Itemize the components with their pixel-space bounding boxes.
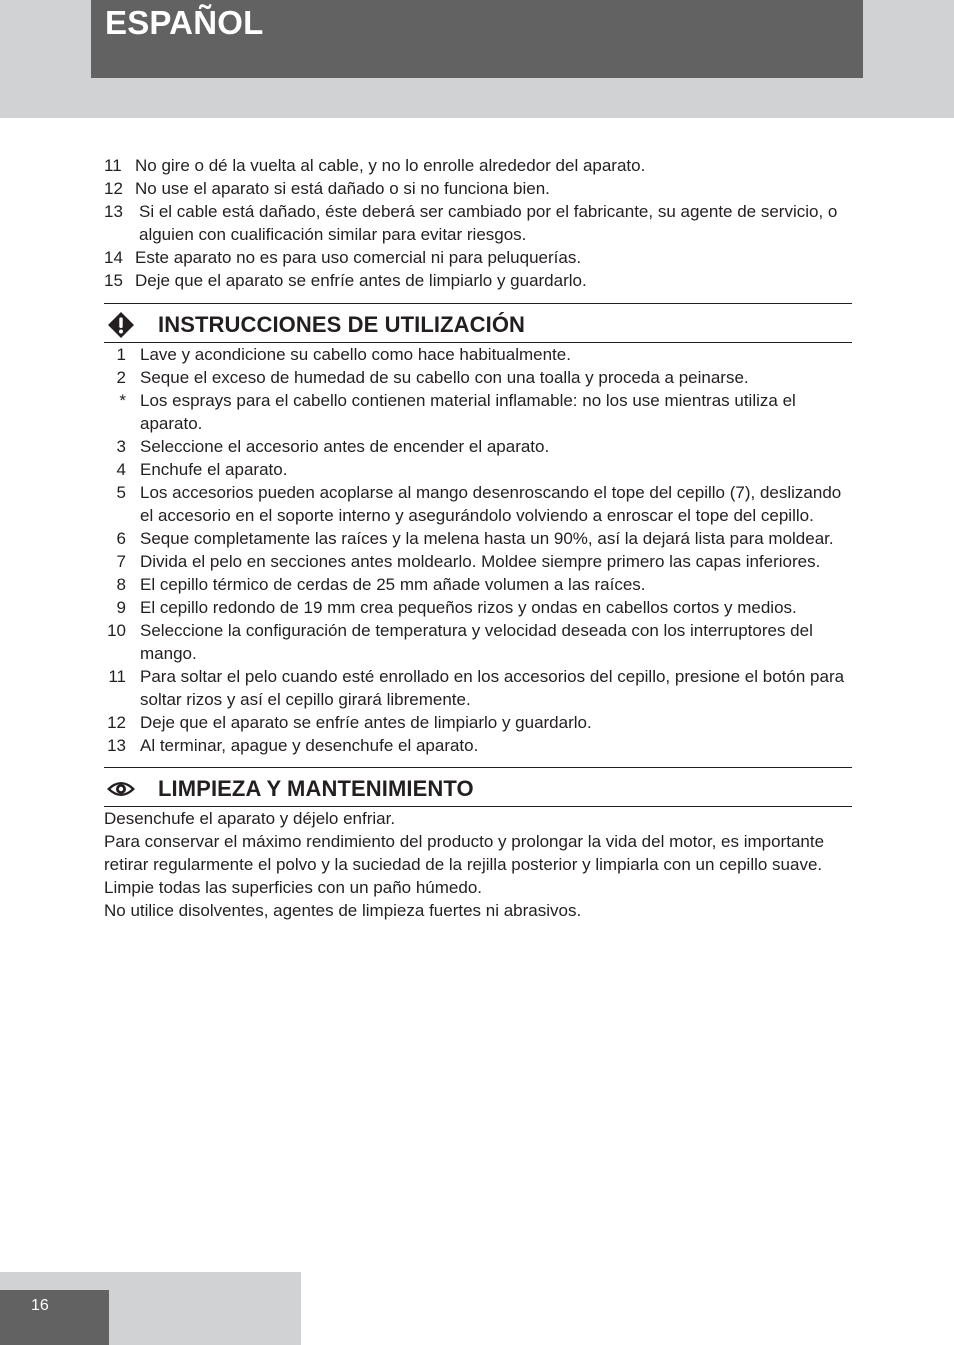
list-item [104, 389, 852, 435]
instructions-list [104, 343, 852, 757]
section-title: INSTRUCCIONES DE UTILIZACIÓN [158, 312, 526, 337]
paragraph: Limpie todas las superficies con un paño húmedo. [104, 878, 483, 897]
list-item [104, 269, 852, 292]
list-item [104, 711, 852, 734]
item-number: 2 [116, 368, 126, 387]
item-text: Seque completamente las raíces y la melena hasta un 90%, así la dejará lista para moldear. [140, 529, 834, 548]
main-content [104, 154, 852, 922]
item-text: No use el aparato si está dañado o si no funciona bien. [135, 179, 550, 198]
item-number: 5 [116, 483, 126, 502]
eye-icon [106, 774, 136, 804]
cleaning-text [104, 807, 852, 922]
item-text: Los accesorios pueden acoplarse al mango desenroscando el tope del cepillo (7), deslizando el accesorio en el soporte interno y asegurándolo volviendo a enroscar el tope del cepillo. [140, 483, 842, 525]
item-number: 14 [104, 248, 123, 267]
item-number: 10 [107, 621, 126, 640]
item-number: 7 [116, 552, 126, 571]
list-item [104, 573, 852, 596]
item-number: 13 [107, 736, 126, 755]
list-item [104, 481, 852, 527]
item-text: No gire o dé la vuelta al cable, y no lo enrolle alrededor del aparato. [135, 156, 646, 175]
section-header-instructions [104, 303, 852, 343]
list-item [104, 527, 852, 550]
item-number: 11 [104, 156, 122, 175]
page-title: ESPAÑOL [105, 4, 264, 41]
list-item [104, 665, 852, 711]
item-number: 13 [104, 202, 123, 221]
item-text: Deje que el aparato se enfríe antes de limpiarlo y guardarlo. [140, 713, 592, 732]
item-number: 9 [116, 598, 126, 617]
item-number: 12 [107, 713, 126, 732]
item-text: Enchufe el aparato. [140, 460, 288, 479]
item-text: Deje que el aparato se enfríe antes de limpiarlo y guardarlo. [135, 271, 587, 290]
item-text: Seleccione el accesorio antes de encender el aparato. [140, 437, 550, 456]
item-text: Si el cable está dañado, éste deberá ser cambiado por el fabricante, su agente de servicio, o alguien con cualificación similar para evitar riesgos. [139, 202, 838, 244]
item-number: 6 [116, 529, 126, 548]
list-item [104, 458, 852, 481]
item-number: 8 [116, 575, 126, 594]
list-item [104, 154, 852, 177]
item-number: 12 [104, 179, 123, 198]
page-number: 16 [31, 1297, 49, 1314]
safety-list [104, 154, 852, 292]
page-number-box [0, 1290, 109, 1345]
item-text: Divida el pelo en secciones antes moldearlo. Moldee siempre primero las capas inferiores. [140, 552, 821, 571]
item-number: 3 [116, 437, 126, 456]
item-text: Los esprays para el cabello contienen material inflamable: no los use mientras utiliza el aparato. [140, 391, 796, 433]
paragraph: Para conservar el máximo rendimiento del producto y prolongar la vida del motor, es importante retirar regularmente el polvo y la suciedad de la rejilla posterior y limpiarla con un cepillo suave. [104, 832, 825, 874]
item-number: 15 [104, 271, 123, 290]
list-item [104, 435, 852, 458]
title-bar [91, 0, 863, 78]
item-text: El cepillo térmico de cerdas de 25 mm añade volumen a las raíces. [140, 575, 646, 594]
list-item [104, 200, 852, 246]
list-item [104, 734, 852, 757]
list-item [104, 596, 852, 619]
paragraph: Desenchufe el aparato y déjelo enfriar. [104, 809, 396, 828]
item-text: Seque el exceso de humedad de su cabello con una toalla y proceda a peinarse. [140, 368, 749, 387]
warning-diamond-icon [106, 310, 136, 340]
item-number: * [119, 391, 126, 410]
item-text: Al terminar, apague y desenchufe el aparato. [140, 736, 479, 755]
list-item [104, 366, 852, 389]
list-item [104, 246, 852, 269]
item-text: Lave y acondicione su cabello como hace habitualmente. [140, 345, 571, 364]
item-text: Para soltar el pelo cuando esté enrollado en los accesorios del cepillo, presione el botón para soltar rizos y así el cepillo girará libremente. [140, 667, 845, 709]
list-item [104, 550, 852, 573]
item-number: 11 [108, 667, 126, 686]
item-number: 1 [116, 345, 126, 364]
section-header-cleaning [104, 767, 852, 807]
item-text: Seleccione la configuración de temperatura y velocidad deseada con los interruptores del mango. [140, 621, 813, 663]
item-text: Este aparato no es para uso comercial ni para peluquerías. [135, 248, 582, 267]
item-text: El cepillo redondo de 19 mm crea pequeños rizos y ondas en cabellos cortos y medios. [140, 598, 797, 617]
section-title: LIMPIEZA Y MANTENIMIENTO [158, 776, 474, 801]
list-item [104, 177, 852, 200]
item-number: 4 [116, 460, 126, 479]
list-item [104, 619, 852, 665]
list-item [104, 343, 852, 366]
paragraph: No utilice disolventes, agentes de limpieza fuertes ni abrasivos. [104, 901, 582, 920]
